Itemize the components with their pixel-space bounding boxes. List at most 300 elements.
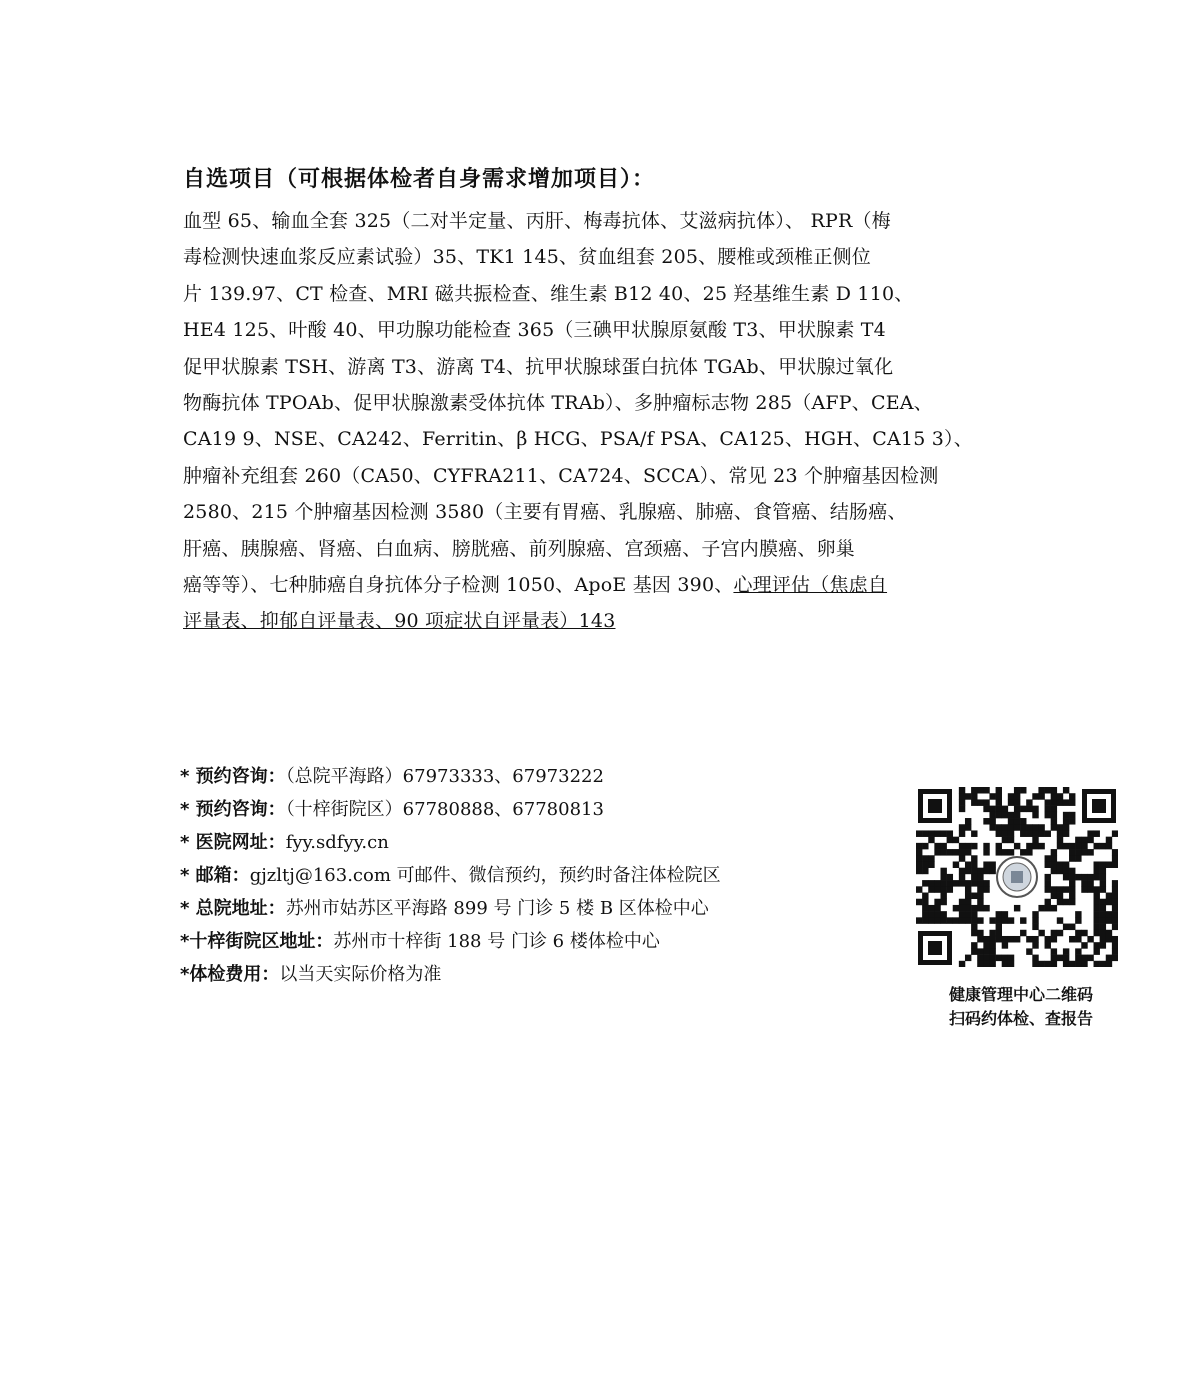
qr-module: [1057, 899, 1063, 906]
qr-module: [934, 880, 940, 887]
qr-module: [1051, 818, 1057, 825]
qr-module: [996, 787, 1002, 794]
qr-module: [1051, 905, 1057, 912]
qr-module: [959, 830, 965, 837]
qr-module: [1051, 861, 1057, 868]
qr-module: [922, 893, 928, 900]
qr-module: [989, 917, 995, 924]
qr-module: [1057, 824, 1063, 831]
qr-module: [1045, 799, 1051, 806]
qr-module: [1081, 955, 1087, 962]
qr-module: [996, 806, 1002, 813]
qr-module: [1014, 936, 1020, 943]
contact-list: [180, 760, 900, 991]
qr-module: [1051, 787, 1057, 794]
qr-module: [1045, 961, 1051, 967]
qr-module: [1002, 837, 1008, 844]
qr-module: [928, 911, 934, 918]
qr-module: [1063, 818, 1069, 825]
qr-module: [1112, 899, 1118, 906]
qr-module: [989, 942, 995, 949]
contact-row: [180, 793, 900, 826]
qr-caption-line: 健康管理中心二维码: [948, 985, 1093, 1004]
qr-module: [1087, 874, 1093, 881]
qr-module: [977, 936, 983, 943]
qr-module: [1100, 861, 1106, 868]
qr-module: [1020, 818, 1026, 825]
qr-module: [1112, 924, 1118, 931]
qr-module: [1051, 824, 1057, 831]
qr-module: [928, 837, 934, 844]
qr-module: [1081, 886, 1087, 893]
qr-module: [1075, 917, 1081, 924]
qr-module: [922, 917, 928, 924]
qr-module: [989, 793, 995, 800]
qr-module: [1026, 824, 1032, 831]
qr-module: [1014, 787, 1020, 794]
qr-module: [971, 861, 977, 868]
qr-module: [1051, 886, 1057, 893]
text-line: 血型 65、输血全套 325（二对半定量、丙肝、梅毒抗体、艾滋病抗体）、 RPR（梅: [183, 210, 891, 232]
qr-module: [916, 849, 922, 856]
qr-module: [1002, 961, 1008, 967]
qr-module: [1081, 961, 1087, 967]
qr-module: [971, 880, 977, 887]
qr-module: [1063, 843, 1069, 850]
qr-module: [1069, 849, 1075, 856]
qr-module: [1100, 899, 1106, 906]
qr-module: [965, 893, 971, 900]
qr-module: [1051, 936, 1057, 943]
text-line: 肝癌、胰腺癌、肾癌、白血病、膀胱癌、前列腺癌、宫颈癌、子宫内膜癌、卵巢: [183, 537, 856, 560]
qr-module: [1002, 942, 1008, 949]
qr-module: [977, 893, 983, 900]
qr-module: [953, 849, 959, 856]
qr-module: [1014, 793, 1020, 800]
qr-module: [1002, 849, 1008, 856]
qr-module: [947, 880, 953, 887]
qr-module: [1075, 955, 1081, 962]
qr-module: [1100, 911, 1106, 918]
qr-module: [1106, 861, 1112, 868]
text-line: 毒检测快速血浆反应素试验）35、TK1 145、贫血组套 205、腰椎或颈椎正侧位: [183, 246, 871, 269]
qr-module: [1106, 899, 1112, 906]
qr-module: [977, 886, 983, 893]
qr-module: [971, 948, 977, 955]
qr-module: [1063, 799, 1069, 806]
qr-module: [971, 874, 977, 881]
qr-module: [1087, 880, 1093, 887]
qr-module: [1057, 861, 1063, 868]
qr-module: [1014, 843, 1020, 850]
qr-module: [1045, 942, 1051, 949]
qr-module: [1032, 843, 1038, 850]
qr-module: [983, 818, 989, 825]
qr-module: [1045, 874, 1051, 881]
qr-module: [1020, 787, 1026, 794]
qr-module: [983, 961, 989, 967]
qr-module: [1008, 793, 1014, 800]
qr-module: [1094, 861, 1100, 868]
qr-module: [989, 936, 995, 943]
text-line: 肿瘤补充组套 260（CA50、CYFRA211、CA724、SCCA）、常见 23 个肿瘤基因检测: [183, 464, 939, 487]
qr-module: [1051, 948, 1057, 955]
qr-module: [1026, 948, 1032, 955]
qr-module: [953, 917, 959, 924]
qr-module: [959, 961, 965, 967]
qr-module: [940, 917, 946, 924]
qr-module: [1014, 812, 1020, 819]
qr-module: [1008, 849, 1014, 856]
qr-module: [983, 880, 989, 887]
qr-module: [1032, 955, 1038, 962]
qr-module: [1051, 855, 1057, 862]
qr-module: [1008, 818, 1014, 825]
contact-label: * 总院地址：: [180, 898, 286, 919]
contact-value: gjzltj@163.com 可邮件、微信预约，预约时备注体检院区: [249, 865, 721, 886]
qr-module: [922, 905, 928, 912]
qr-module: [1038, 787, 1044, 794]
qr-module: [959, 868, 965, 875]
qr-module: [1100, 843, 1106, 850]
qr-module: [1069, 793, 1075, 800]
qr-module: [989, 930, 995, 937]
qr-module: [1075, 911, 1081, 918]
qr-module: [983, 942, 989, 949]
qr-module: [1069, 924, 1075, 931]
contact-label: * 医院网址：: [180, 832, 286, 853]
qr-module: [1063, 886, 1069, 893]
qr-module: [928, 855, 934, 862]
text-line: CA19 9、NSE、CA242、Ferritin、β HCG、PSA/f PSA、CA125、HGH、CA15 3）、: [183, 428, 973, 451]
qr-module: [1038, 843, 1044, 850]
qr-module: [1069, 880, 1075, 887]
website-link[interactable]: fyy.sdfyy.cn: [285, 832, 389, 853]
qr-module: [996, 824, 1002, 831]
qr-module: [928, 905, 934, 912]
qr-module: [959, 824, 965, 831]
qr-module: [1014, 806, 1020, 813]
qr-module: [1008, 961, 1014, 967]
qr-module: [996, 930, 1002, 937]
qr-module: [996, 924, 1002, 931]
qr-module: [1069, 961, 1075, 967]
contact-row: [180, 958, 900, 991]
qr-module: [965, 793, 971, 800]
qr-module: [1100, 868, 1106, 875]
qr-module: [983, 799, 989, 806]
qr-module: [1112, 880, 1118, 887]
qr-module: [1063, 787, 1069, 794]
qr-module: [1106, 930, 1112, 937]
qr-module: [922, 855, 928, 862]
qr-module: [959, 806, 965, 813]
qr-caption-line: 扫码约体检、查报告: [948, 1009, 1093, 1028]
qr-module: [965, 917, 971, 924]
qr-module: [1014, 905, 1020, 912]
qr-module: [965, 880, 971, 887]
qr-module: [965, 911, 971, 918]
qr-module: [1032, 830, 1038, 837]
qr-module: [1100, 936, 1106, 943]
qr-module: [916, 861, 922, 868]
qr-module: [1063, 924, 1069, 931]
text-segment: 癌等等）、七种肺癌自身抗体分子检测 1050、ApoE 基因 390、: [183, 573, 734, 596]
qr-module: [1026, 849, 1032, 856]
qr-module: [1094, 911, 1100, 918]
qr-module: [1057, 843, 1063, 850]
qr-module: [996, 812, 1002, 819]
qr-module: [916, 868, 922, 875]
contact-value: （十梓街院区）67780888、67780813: [285, 799, 604, 820]
qr-module: [940, 911, 946, 918]
qr-module: [940, 899, 946, 906]
text-line: 2580、215 个肿瘤基因检测 3580（主要有胃癌、乳腺癌、肺癌、食管癌、结肠癌、: [183, 501, 907, 524]
qr-module: [916, 886, 922, 893]
qr-module: [983, 843, 989, 850]
qr-module: [1057, 830, 1063, 837]
qr-module: [1069, 818, 1075, 825]
qr-module: [1014, 799, 1020, 806]
qr-module: [1020, 830, 1026, 837]
qr-module: [1063, 868, 1069, 875]
qr-module: [1020, 917, 1026, 924]
qr-module: [1075, 874, 1081, 881]
contact-row: [180, 925, 900, 958]
qr-module: [1063, 948, 1069, 955]
qr-module: [922, 911, 928, 918]
qr-module: [996, 830, 1002, 837]
qr-module: [928, 830, 934, 837]
qr-module: [1081, 880, 1087, 887]
qr-module: [1057, 917, 1063, 924]
qr-module: [922, 830, 928, 837]
qr-module: [1087, 936, 1093, 943]
qr-module: [953, 861, 959, 868]
qr-module: [934, 899, 940, 906]
qr-module: [1075, 961, 1081, 967]
qr-module: [1106, 917, 1112, 924]
qr-module: [1075, 837, 1081, 844]
qr-module: [1100, 961, 1106, 967]
qr-module: [1008, 799, 1014, 806]
qr-module: [959, 880, 965, 887]
qr-module: [965, 824, 971, 831]
qr-module: [1045, 886, 1051, 893]
qr-module: [977, 787, 983, 794]
qr-module: [1045, 812, 1051, 819]
qr-module: [1038, 961, 1044, 967]
contact-value: 苏州市十梓街 188 号 门诊 6 楼体检中心: [333, 931, 660, 952]
qr-module: [977, 905, 983, 912]
qr-module: [983, 905, 989, 912]
qr-module: [1045, 936, 1051, 943]
qr-module: [922, 899, 928, 906]
qr-module: [1112, 948, 1118, 955]
qr-module: [1112, 861, 1118, 868]
qr-module: [1112, 849, 1118, 856]
qr-module: [1057, 837, 1063, 844]
qr-module: [971, 942, 977, 949]
qr-module: [1106, 893, 1112, 900]
qr-module: [922, 861, 928, 868]
qr-module: [959, 905, 965, 912]
qr-module: [959, 899, 965, 906]
qr-module: [965, 955, 971, 962]
qr-module: [1008, 812, 1014, 819]
qr-module: [1094, 843, 1100, 850]
qr-module: [959, 843, 965, 850]
contact-label: * 预约咨询：: [180, 766, 286, 787]
qr-module: [1087, 955, 1093, 962]
qr-module: [940, 874, 946, 881]
qr-module: [1094, 874, 1100, 881]
underlined-text: 心理评估（焦虑自: [733, 573, 888, 596]
qr-module: [947, 886, 953, 893]
qr-module: [1100, 930, 1106, 937]
qr-module: [1057, 955, 1063, 962]
qr-module: [965, 886, 971, 893]
qr-module: [1038, 905, 1044, 912]
qr-module: [934, 905, 940, 912]
qr-module: [1051, 893, 1057, 900]
qr-module: [922, 880, 928, 887]
text-line-with-underline: [183, 567, 1023, 603]
qr-module: [1087, 849, 1093, 856]
qr-module: [1094, 924, 1100, 931]
qr-module: [1008, 824, 1014, 831]
contact-row: [180, 859, 900, 892]
qr-module: [1057, 893, 1063, 900]
qr-module: [959, 793, 965, 800]
qr-module: [1112, 905, 1118, 912]
qr-module: [989, 812, 995, 819]
qr-module: [1008, 936, 1014, 943]
qr-module: [1032, 961, 1038, 967]
qr-module: [1002, 824, 1008, 831]
qr-module: [1045, 787, 1051, 794]
qr-module: [983, 886, 989, 893]
qr-module: [934, 849, 940, 856]
qr-module: [1112, 855, 1118, 862]
qr-module: [977, 917, 983, 924]
qr-module: [965, 905, 971, 912]
qr-module: [1038, 830, 1044, 837]
qr-module: [934, 917, 940, 924]
qr-module: [1063, 830, 1069, 837]
qr-module: [996, 917, 1002, 924]
qr-module: [971, 911, 977, 918]
qr-module: [947, 917, 953, 924]
qr-module: [1038, 793, 1044, 800]
qr-module: [977, 880, 983, 887]
qr-module: [977, 899, 983, 906]
qr-module: [1100, 942, 1106, 949]
contact-row: [180, 760, 900, 793]
qr-module: [1100, 886, 1106, 893]
qr-module: [1002, 911, 1008, 918]
qr-module: [1087, 837, 1093, 844]
qr-module: [1069, 936, 1075, 943]
qr-module: [996, 936, 1002, 943]
qr-module: [1100, 880, 1106, 887]
qr-module: [1094, 830, 1100, 837]
qr-module: [971, 843, 977, 850]
qr-module: [1057, 930, 1063, 937]
qr-module: [916, 843, 922, 850]
qr-module: [996, 849, 1002, 856]
qr-module: [1069, 893, 1075, 900]
qr-module: [1045, 861, 1051, 868]
qr-module: [1051, 955, 1057, 962]
qr-module: [940, 886, 946, 893]
qr-module: [1094, 893, 1100, 900]
qr-module: [971, 893, 977, 900]
section-heading: 自选项目（可根据体检者自身需求增加项目）：: [183, 167, 656, 192]
qr-code-icon: [916, 787, 1118, 967]
qr-module: [989, 818, 995, 825]
qr-module: [977, 868, 983, 875]
qr-module: [977, 955, 983, 962]
qr-module: [977, 930, 983, 937]
qr-module: [1094, 948, 1100, 955]
qr-module: [1002, 806, 1008, 813]
qr-module: [1094, 868, 1100, 875]
qr-module: [1032, 924, 1038, 931]
qr-module: [1100, 917, 1106, 924]
qr-module: [1008, 917, 1014, 924]
qr-module: [1038, 930, 1044, 937]
qr-module: [1081, 930, 1087, 937]
qr-module: [928, 917, 934, 924]
qr-module: [983, 849, 989, 856]
contact-label: *体检费用：: [180, 964, 280, 985]
qr-module: [1063, 812, 1069, 819]
qr-module: [977, 799, 983, 806]
qr-module: [989, 961, 995, 967]
qr-module: [1081, 849, 1087, 856]
qr-module: [959, 911, 965, 918]
qr-module: [1026, 799, 1032, 806]
optional-items-text: [183, 203, 1023, 640]
contact-label: *十梓街院区地址：: [180, 931, 334, 952]
qr-module: [989, 868, 995, 875]
qr-module: [1094, 899, 1100, 906]
qr-module: [1106, 843, 1112, 850]
qr-module: [1008, 837, 1014, 844]
qr-module: [1045, 855, 1051, 862]
qr-module: [922, 868, 928, 875]
contact-value: （总院平海路）67973333、67973222: [285, 766, 604, 787]
qr-module: [971, 799, 977, 806]
qr-module: [1100, 905, 1106, 912]
qr-module: [1002, 917, 1008, 924]
qr-module: [996, 911, 1002, 918]
qr-module: [1094, 886, 1100, 893]
qr-module: [965, 818, 971, 825]
qr-module: [971, 930, 977, 937]
qr-module: [983, 861, 989, 868]
qr-module: [971, 917, 977, 924]
qr-module: [1106, 837, 1112, 844]
text-line: HE4 125、叶酸 40、甲功腺功能检查 365（三碘甲状腺原氨酸 T3、甲状腺素 T4: [183, 319, 886, 342]
qr-module: [1063, 961, 1069, 967]
qr-module: [959, 799, 965, 806]
qr-module: [989, 861, 995, 868]
qr-module: [1020, 806, 1026, 813]
qr-module: [934, 843, 940, 850]
qr-module: [947, 874, 953, 881]
